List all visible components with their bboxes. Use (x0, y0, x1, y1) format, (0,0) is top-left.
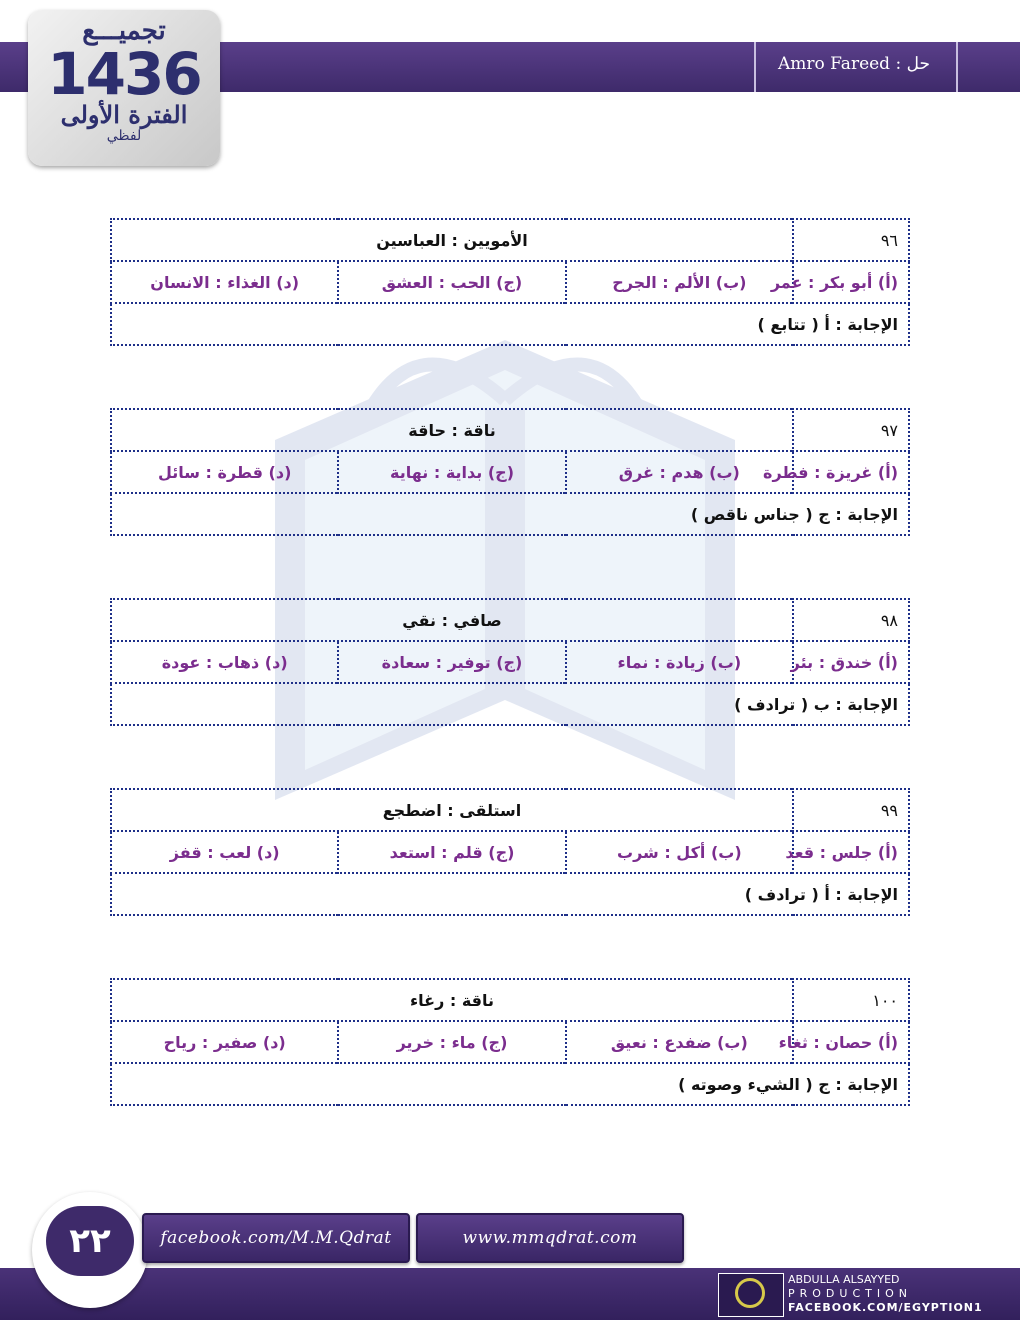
page-number-badge (32, 1192, 148, 1308)
option-a: (أ) خندق : بئر (793, 641, 909, 683)
logo-year: 1436 (47, 40, 201, 108)
option-c: (ج) الحب : العشق (338, 261, 565, 303)
option-d: (د) صفير : رياح (111, 1021, 338, 1063)
option-d: (د) قطرة : سائل (111, 451, 338, 493)
answer-row: الإجابة : ب ( ترادف ) (111, 683, 909, 725)
option-c: (ج) توفير : سعادة (338, 641, 565, 683)
option-b: (ب) الألم : الجرح (566, 261, 793, 303)
page-number: ٢٢ (46, 1206, 134, 1276)
credit-name: ABDULLA ALSAYYED (788, 1273, 900, 1286)
option-a: (أ) حصان : ثغاء (793, 1021, 909, 1063)
collection-logo (28, 10, 220, 166)
option-c: (ج) ماء : خرير (338, 1021, 565, 1063)
option-c: (ج) قلم : استعد (338, 831, 565, 873)
option-b: (ب) أكل : شرب (566, 831, 793, 873)
question-number: ١٠٠ (793, 979, 909, 1021)
answer-row: الإجابة : أ ( تتابع ) (111, 303, 909, 345)
question-table (110, 598, 910, 726)
question-number: ٩٧ (793, 409, 909, 451)
answer-row: الإجابة : ج ( جناس ناقص ) (111, 493, 909, 535)
question-table (110, 978, 910, 1106)
question-number: ٩٨ (793, 599, 909, 641)
option-c: (ج) بداية : نهاية (338, 451, 565, 493)
question-pair: الأمويين : العباسين (111, 219, 793, 261)
option-b: (ب) ضفدع : نعيق (566, 1021, 793, 1063)
question-pair: ناقة : رغاء (111, 979, 793, 1021)
logo-title: تجميـــع (82, 16, 166, 46)
option-a: (أ) أبو بكر : عمر (793, 261, 909, 303)
facebook-link[interactable]: facebook.com/M.M.Qdrat (142, 1213, 410, 1263)
option-d: (د) ذهاب : عودة (111, 641, 338, 683)
question-table (110, 408, 910, 536)
question-number: ٩٩ (793, 789, 909, 831)
header-divider (754, 42, 756, 92)
credit-production: PRODUCTION (788, 1287, 912, 1300)
credit-facebook: FACEBOOK.COM/EGYPTION1 (788, 1301, 983, 1314)
option-a: (أ) جلس : قعد (793, 831, 909, 873)
solver-credit: Amro Fareed : حل (778, 54, 930, 74)
question-table (110, 788, 910, 916)
option-d: (د) الغذاء : الانسان (111, 261, 338, 303)
header-divider (956, 42, 958, 92)
option-a: (أ) غريزة : فطرة (793, 451, 909, 493)
question-pair: ناقة : حاقة (111, 409, 793, 451)
logo-period: الفترة الأولى (60, 100, 188, 129)
website-link[interactable]: www.mmqdrat.com (416, 1213, 684, 1263)
option-d: (د) لعب : قفز (111, 831, 338, 873)
camera-logo-icon (718, 1273, 784, 1317)
question-number: ٩٦ (793, 219, 909, 261)
question-pair: صافي : نقي (111, 599, 793, 641)
production-credit (718, 1273, 1016, 1317)
book-watermark-icon (195, 300, 815, 860)
answer-row: الإجابة : أ ( ترادف ) (111, 873, 909, 915)
option-b: (ب) زيادة : نماء (566, 641, 793, 683)
question-pair: استلقى : اضطجع (111, 789, 793, 831)
question-table (110, 218, 910, 346)
logo-section: لفظي (106, 128, 142, 144)
option-b: (ب) هدم : غرق (566, 451, 793, 493)
answer-row: الإجابة : ج ( الشيء وصوته ) (111, 1063, 909, 1105)
